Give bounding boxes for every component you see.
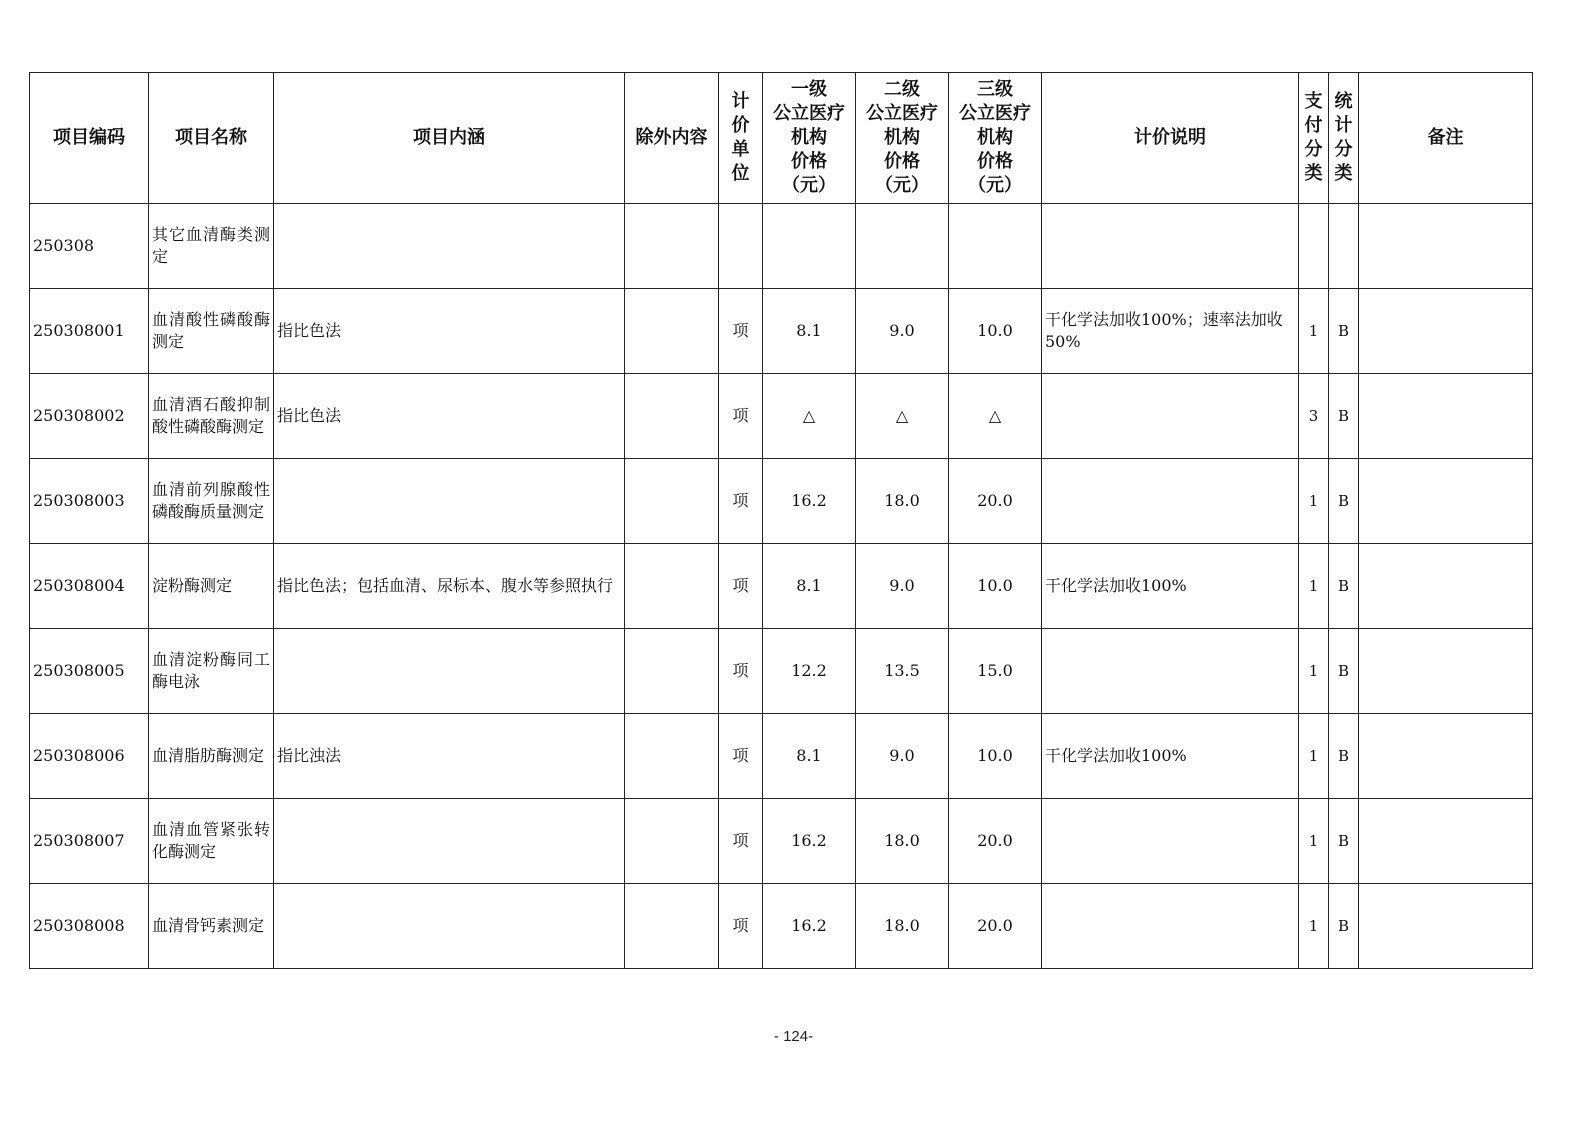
cell-code: 250308002: [30, 374, 149, 459]
cell-price-level2: 18.0: [856, 799, 949, 884]
table-row: [30, 204, 1533, 289]
cell-exclude: [625, 459, 719, 544]
cell-price-level2: 9.0: [856, 289, 949, 374]
table-row: [30, 374, 1533, 459]
cell-code: 250308: [30, 204, 149, 289]
cell-pay-class: 1: [1299, 884, 1329, 969]
cell-name: 血清前列腺酸性磷酸酶质量测定: [149, 459, 274, 544]
cell-price-level1: 8.1: [763, 544, 856, 629]
cell-price-level1: 8.1: [763, 714, 856, 799]
cell-name: 血清骨钙素测定: [149, 884, 274, 969]
header-remark: 备注: [1359, 73, 1533, 204]
header-pricing-note: 计价说明: [1042, 73, 1299, 204]
cell-price-level1: 16.2: [763, 799, 856, 884]
cell-stat-class: [1329, 204, 1359, 289]
cell-content: [274, 459, 625, 544]
cell-price-level3: 10.0: [949, 714, 1042, 799]
table-row: [30, 544, 1533, 629]
cell-price-level2: △: [856, 374, 949, 459]
cell-stat-class: B: [1329, 714, 1359, 799]
cell-pricing-note: 干化学法加收100%；速率法加收50%: [1042, 289, 1299, 374]
cell-price-level2: 9.0: [856, 544, 949, 629]
header-name: 项目名称: [149, 73, 274, 204]
cell-pay-class: 1: [1299, 459, 1329, 544]
cell-unit: 项: [719, 884, 763, 969]
cell-price-level1: 8.1: [763, 289, 856, 374]
header-content: 项目内涵: [274, 73, 625, 204]
cell-pricing-note: 干化学法加收100%: [1042, 544, 1299, 629]
cell-remark: [1359, 204, 1533, 289]
cell-content: 指比色法: [274, 374, 625, 459]
cell-stat-class: B: [1329, 374, 1359, 459]
cell-code: 250308008: [30, 884, 149, 969]
header-code: 项目编码: [30, 73, 149, 204]
cell-price-level2: 18.0: [856, 459, 949, 544]
cell-code: 250308001: [30, 289, 149, 374]
cell-unit: 项: [719, 544, 763, 629]
cell-price-level2: 9.0: [856, 714, 949, 799]
table-row: [30, 289, 1533, 374]
price-table: [29, 72, 1533, 969]
cell-name: 淀粉酶测定: [149, 544, 274, 629]
header-price-level2: 二级 公立医疗 机构 价格 （元）: [856, 73, 949, 204]
cell-stat-class: B: [1329, 629, 1359, 714]
cell-pay-class: 1: [1299, 289, 1329, 374]
cell-unit: 项: [719, 374, 763, 459]
page-number: - 124-: [773, 1028, 814, 1045]
cell-remark: [1359, 544, 1533, 629]
cell-price-level3: 10.0: [949, 544, 1042, 629]
table-row: [30, 799, 1533, 884]
cell-content: 指比浊法: [274, 714, 625, 799]
cell-remark: [1359, 459, 1533, 544]
cell-unit: 项: [719, 459, 763, 544]
cell-content: [274, 884, 625, 969]
table-row: [30, 884, 1533, 969]
cell-exclude: [625, 289, 719, 374]
cell-pricing-note: 干化学法加收100%: [1042, 714, 1299, 799]
cell-price-level3: 20.0: [949, 459, 1042, 544]
cell-stat-class: B: [1329, 289, 1359, 374]
cell-exclude: [625, 884, 719, 969]
cell-content: 指比色法；包括血清、尿标本、腹水等参照执行: [274, 544, 625, 629]
cell-name: 血清酒石酸抑制酸性磷酸酶测定: [149, 374, 274, 459]
cell-code: 250308006: [30, 714, 149, 799]
cell-remark: [1359, 374, 1533, 459]
header-pay-class: 支付分类: [1299, 73, 1329, 204]
cell-pricing-note: [1042, 884, 1299, 969]
cell-unit: 项: [719, 799, 763, 884]
cell-price-level3: 20.0: [949, 884, 1042, 969]
cell-remark: [1359, 799, 1533, 884]
cell-name: 其它血清酶类测定: [149, 204, 274, 289]
cell-stat-class: B: [1329, 799, 1359, 884]
cell-unit: [719, 204, 763, 289]
cell-unit: 项: [719, 629, 763, 714]
cell-code: 250308004: [30, 544, 149, 629]
cell-price-level3: △: [949, 374, 1042, 459]
header-stat-class: 统计分类: [1329, 73, 1359, 204]
cell-stat-class: B: [1329, 544, 1359, 629]
cell-exclude: [625, 629, 719, 714]
header-exclude: 除外内容: [625, 73, 719, 204]
cell-remark: [1359, 714, 1533, 799]
cell-price-level1: 12.2: [763, 629, 856, 714]
cell-exclude: [625, 799, 719, 884]
cell-content: [274, 629, 625, 714]
cell-pay-class: 3: [1299, 374, 1329, 459]
cell-stat-class: B: [1329, 884, 1359, 969]
table-row: [30, 714, 1533, 799]
cell-exclude: [625, 374, 719, 459]
cell-code: 250308005: [30, 629, 149, 714]
header-row: [30, 73, 1533, 204]
header-price-level1: 一级 公立医疗 机构 价格 （元）: [763, 73, 856, 204]
cell-price-level1: [763, 204, 856, 289]
cell-pricing-note: [1042, 629, 1299, 714]
cell-pay-class: 1: [1299, 544, 1329, 629]
cell-pricing-note: [1042, 374, 1299, 459]
cell-pricing-note: [1042, 459, 1299, 544]
table-row: [30, 459, 1533, 544]
cell-pay-class: 1: [1299, 799, 1329, 884]
cell-exclude: [625, 544, 719, 629]
cell-content: [274, 799, 625, 884]
cell-pay-class: 1: [1299, 714, 1329, 799]
header-price-level3: 三级 公立医疗 机构 价格 （元）: [949, 73, 1042, 204]
cell-name: 血清酸性磷酸酶测定: [149, 289, 274, 374]
cell-price-level2: 13.5: [856, 629, 949, 714]
cell-stat-class: B: [1329, 459, 1359, 544]
cell-price-level1: △: [763, 374, 856, 459]
cell-pricing-note: [1042, 204, 1299, 289]
cell-price-level1: 16.2: [763, 884, 856, 969]
cell-remark: [1359, 289, 1533, 374]
cell-price-level3: 10.0: [949, 289, 1042, 374]
cell-content: 指比色法: [274, 289, 625, 374]
cell-price-level1: 16.2: [763, 459, 856, 544]
cell-unit: 项: [719, 289, 763, 374]
cell-name: 血清血管紧张转化酶测定: [149, 799, 274, 884]
cell-price-level3: 20.0: [949, 799, 1042, 884]
cell-content: [274, 204, 625, 289]
cell-exclude: [625, 714, 719, 799]
header-unit: 计价单位: [719, 73, 763, 204]
cell-exclude: [625, 204, 719, 289]
cell-remark: [1359, 884, 1533, 969]
cell-price-level2: 18.0: [856, 884, 949, 969]
cell-pay-class: 1: [1299, 629, 1329, 714]
cell-code: 250308003: [30, 459, 149, 544]
cell-unit: 项: [719, 714, 763, 799]
cell-price-level3: 15.0: [949, 629, 1042, 714]
cell-code: 250308007: [30, 799, 149, 884]
table-row: [30, 629, 1533, 714]
cell-pay-class: [1299, 204, 1329, 289]
cell-remark: [1359, 629, 1533, 714]
cell-pricing-note: [1042, 799, 1299, 884]
cell-price-level3: [949, 204, 1042, 289]
cell-name: 血清脂肪酶测定: [149, 714, 274, 799]
cell-name: 血清淀粉酶同工酶电泳: [149, 629, 274, 714]
cell-price-level2: [856, 204, 949, 289]
